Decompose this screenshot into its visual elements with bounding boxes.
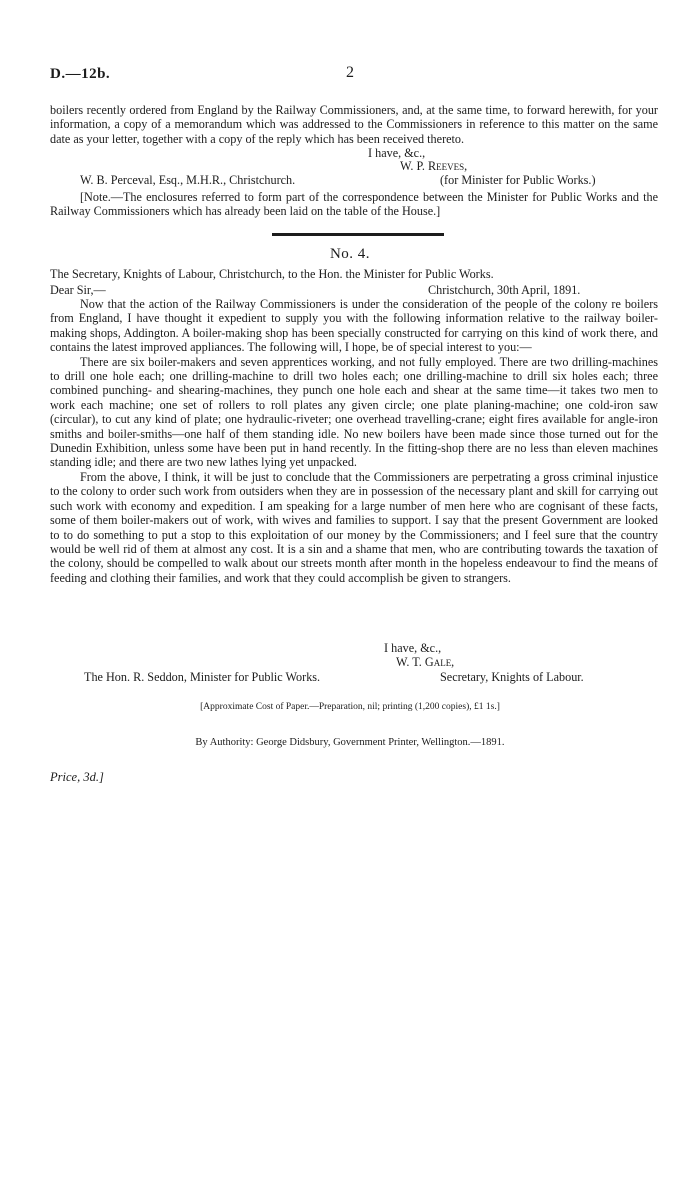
letter4-paragraph: From the above, I think, it will be just to conclude that the Commissioners are perpetrating a gross criminal injustice to the colony to order such work from outsiders when they are in possession of the necessary plant and skill for carrying out such work with economy and expedition. I am speaking for a large number of men here who are cognisant of these facts, some of them boiler-makers out of work, with wives and families to support. I say that the present Government are looked to to do something to put a stop to this exploitation of our money by the Commissioners; and I feel sure that the country would be well rid of them at almost any cost. It is a sin and a shame that men, who are contributing towards the taxation of the colony, should be compelled to walk about our streets month after month in the hopeless endeavour to find the means of feeding and clothing their families, and work that they could accomplish be given to strangers.: [50, 469, 658, 585]
letter3-note: [Note.—The enclosures referred to form part of the correspondence between the Minister for Public Works and the Railway Commissioners which has already been laid on the table of the House.]: [50, 190, 658, 219]
letter3-closing: I have, &c.,: [368, 146, 426, 160]
letter4-paragraph: Now that the action of the Railway Commissioners is under the consideration of the people of the colony re boilers from England, I have thought it expedient to supply you with the following information relative to the railway boiler-making shops, Addington. A boiler-making shop has been specially constructed for carrying on this kind of work there, and contains the latest improved appliances. The following will, I hope, be of special interest to you:—: [50, 297, 658, 355]
letter4-paragraph: There are six boiler-makers and seven apprentices working, and not fully employed. There are two drilling-machines to drill one hole each; one drilling-machine to drill two holes each; one drilling-machine to drill six holes each; three combined punching- and shearing-machines, they punch one hole each and shear at the same time—it takes two men to work each machine; one set of rollers to roll plates any given circle; one plate planing-machine; one cold-iron saw (circular), to cut any kind of plate; one hydraulic-riveter; one overhead travelling-crane; eight fires available for angle-iron smiths and boiler-smiths—one half of them standing idle. No new boilers have been made since those turned out for the Dunedin Exhibition, unless some have been put in hand recently. In the fitting-shop there are no less than eleven machines standing idle; and there are two new lathes lying yet unpacked.: [50, 354, 658, 470]
letter4-heading: No. 4.: [329, 246, 371, 262]
letter4-body-block: [50, 297, 658, 585]
letter4-signature-role: Secretary, Knights of Labour.: [440, 670, 584, 684]
document-reference: D.—12b.: [50, 66, 111, 82]
letter4-closing: I have, &c.,: [384, 641, 442, 655]
letter4-place-date: Christchurch, 30th April, 1891.: [428, 283, 581, 297]
page-number: 2: [346, 64, 354, 81]
letter4-signature-name: W. T. Gale,: [396, 655, 455, 669]
letter4-subject-block: [50, 267, 658, 281]
letter3-body-block: [50, 103, 658, 146]
price-label: Price, 3d.]: [50, 770, 104, 784]
letter3-addressee: W. B. Perceval, Esq., M.H.R., Christchurch.: [80, 173, 296, 187]
printing-cost-note: [Approximate Cost of Paper.—Preparation, nil; printing (1,200 copies), £1 1s.]: [200, 702, 500, 712]
letter3-signature-name: W. P. Reeves,: [400, 159, 468, 173]
letter4-addressee: The Hon. R. Seddon, Minister for Public Works.: [84, 670, 321, 684]
printer-authority: By Authority: George Didsbury, Government Printer, Wellington.—1891.: [195, 737, 505, 748]
section-divider: [272, 233, 444, 236]
letter3-note-block: [50, 190, 658, 219]
letter4-salutation: Dear Sir,—: [50, 283, 106, 297]
letter3-body: boilers recently ordered from England by the Railway Commissioners, and, at the same time, to forward herewith, for your information, a copy of a memorandum which was addressed to the Commissioners in reference to this matter on the same date as your letter, together with a copy of the reply which has been received thereto.: [50, 103, 658, 146]
letter4-subject: The Secretary, Knights of Labour, Christchurch, to the Hon. the Minister for Public Works.: [50, 267, 494, 281]
letter3-signature-role: (for Minister for Public Works.): [440, 173, 596, 187]
